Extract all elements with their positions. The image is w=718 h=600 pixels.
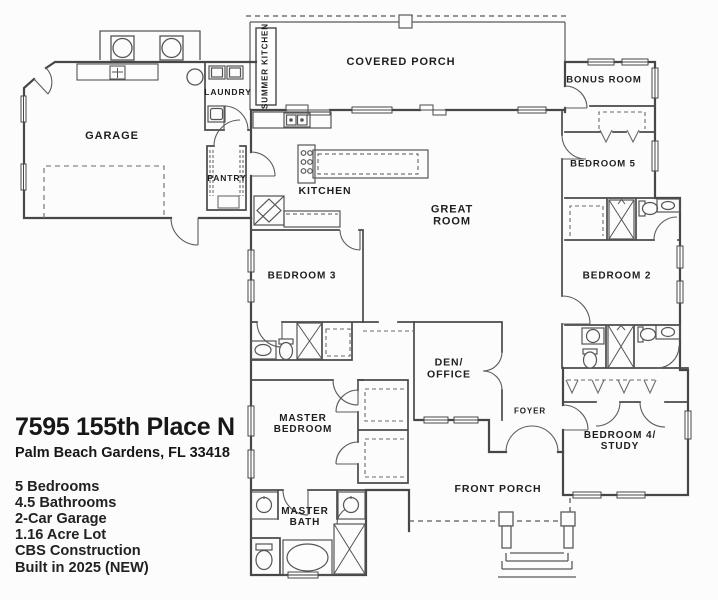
detail-construction: CBS Construction	[15, 543, 141, 560]
room-label-foyer: FOYER	[513, 406, 547, 416]
toilet-icon	[256, 544, 272, 550]
room-label-bedroom-2: BEDROOM 2	[582, 270, 652, 282]
room-label-garage: GARAGE	[85, 129, 139, 142]
room-label-bedroom-3: BEDROOM 3	[267, 270, 337, 282]
detail-garage: 2-Car Garage	[15, 510, 107, 527]
porch-steps	[498, 553, 576, 577]
kitchen-fixtures	[253, 112, 428, 227]
room-label-laundry: LAUNDRY	[204, 87, 252, 98]
room-label-master-bedroom: MASTER BEDROOM	[273, 412, 333, 435]
garage-fixtures	[77, 31, 203, 85]
porch-column	[499, 512, 513, 526]
listing-details	[15, 479, 235, 576]
linen-closet	[326, 329, 350, 356]
room-label-bonus-room: BONUS ROOM	[566, 74, 642, 86]
water-heater-icon	[187, 69, 203, 85]
detail-bedrooms: 5 Bedrooms	[15, 478, 100, 495]
address-line1: 7595 155th Place N	[15, 413, 235, 441]
porch-column	[561, 512, 575, 526]
room-label-kitchen: KITCHEN	[298, 185, 352, 198]
room-label-den-office: DEN/ OFFICE	[427, 356, 471, 380]
room-label-bedroom-5: BEDROOM 5	[570, 158, 636, 170]
room-label-covered-porch: COVERED PORCH	[346, 55, 456, 68]
detail-lot: 1.16 Acre Lot	[15, 527, 107, 544]
room-label-master-bath: MASTER BATH	[281, 505, 329, 528]
room-label-pantry: PANTRY	[207, 173, 247, 184]
ac-unit-icon	[111, 36, 134, 60]
hanger-icon	[566, 380, 656, 393]
front-porch-structure	[409, 497, 576, 577]
room-label-summer-kitchen: SUMMER KITCHEN	[260, 23, 270, 109]
garage-parking-dashed	[44, 166, 164, 218]
address-line2: Palm Beach Gardens, FL 33418	[15, 444, 230, 461]
detail-year-built: Built in 2025 (NEW)	[15, 559, 149, 576]
corner-counter	[254, 196, 284, 225]
room-label-bedroom-4-study: BEDROOM 4/ STUDY	[583, 429, 657, 452]
detail-bathrooms: 4.5 Bathrooms	[15, 494, 117, 511]
room-label-front-porch: FRONT PORCH	[454, 483, 542, 496]
room-label-great-room: GREAT ROOM	[430, 203, 474, 228]
listing-info	[15, 414, 235, 576]
ac-unit-icon	[160, 36, 183, 60]
ac-pad	[100, 31, 200, 60]
